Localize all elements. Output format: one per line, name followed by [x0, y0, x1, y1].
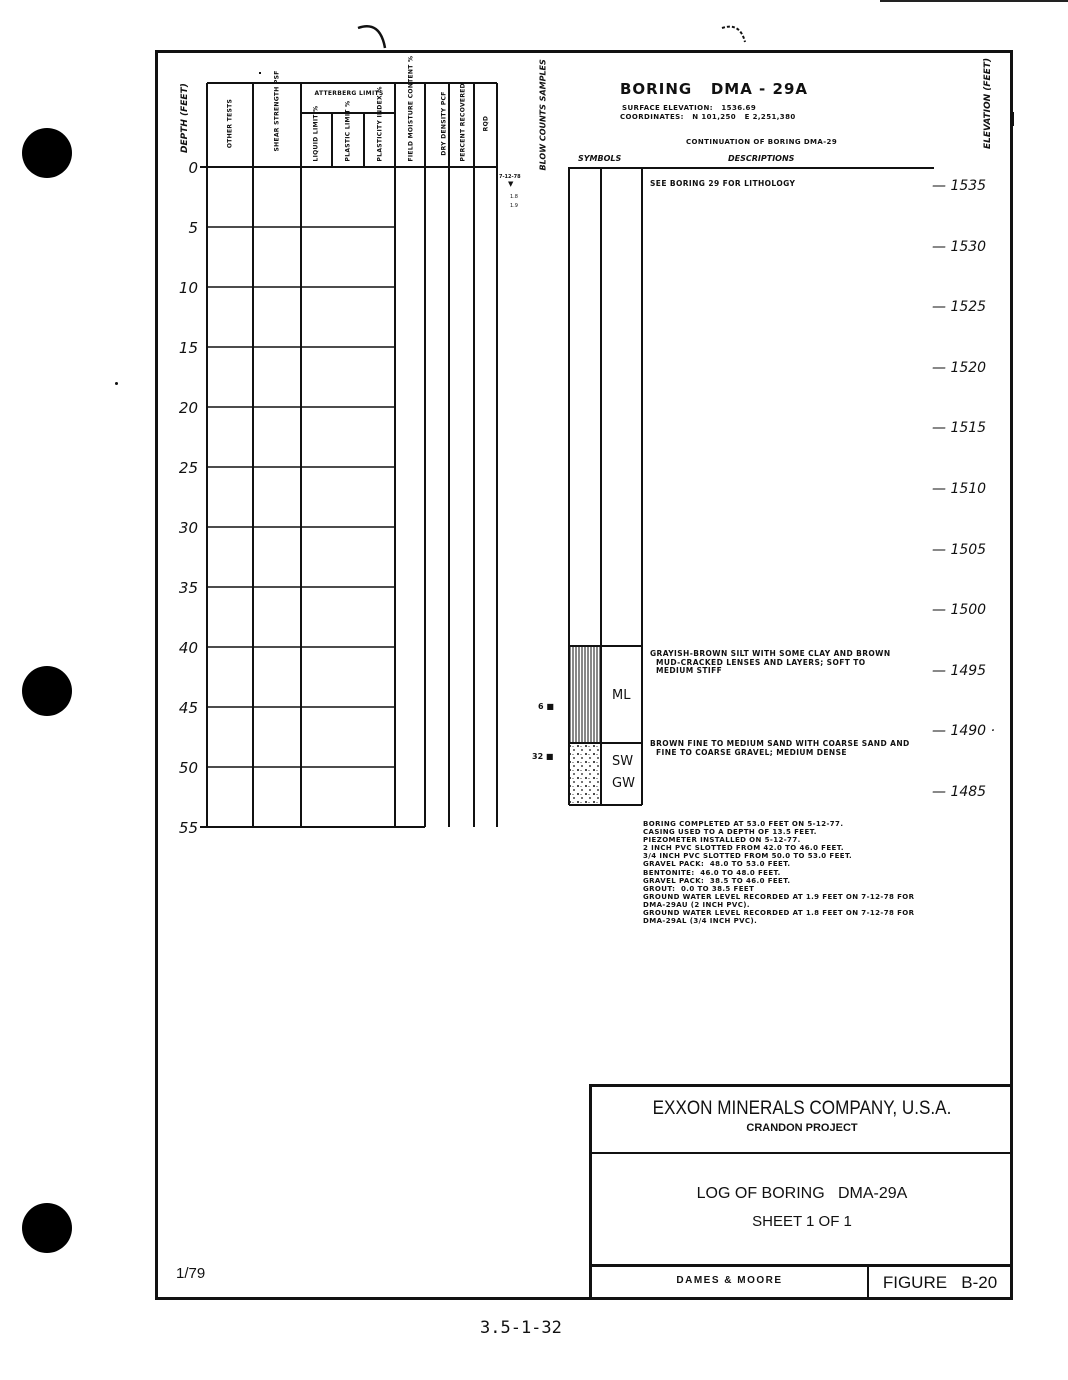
rqd-header: RQD	[482, 115, 490, 132]
title-block-divider-3	[867, 1266, 869, 1300]
depth-tick-label: 20	[178, 399, 198, 417]
water-level-marker-icon: ▼	[508, 180, 514, 188]
firm-name: DAMES & MOORE	[676, 1275, 783, 1286]
speck	[259, 72, 261, 74]
company-name: EXXON MINERALS COMPANY, U.S.A.	[652, 1098, 952, 1119]
description-lithology-ref: SEE BORING 29 FOR LITHOLOGY	[650, 179, 796, 188]
soil-symbol-gw: GW	[612, 776, 635, 791]
figure-number: FIGURE B-20	[882, 1273, 998, 1292]
binder-hole-middle	[22, 666, 72, 716]
page-number: 3.5-1-32	[480, 1318, 562, 1338]
depth-tick-label: 40	[178, 639, 198, 657]
water-level-date: 7-12-78	[499, 174, 521, 180]
soil-symbol-sw: SW	[612, 754, 634, 769]
symbols-header: SYMBOLS	[578, 154, 622, 163]
depth-tick-label: 15	[178, 339, 198, 357]
water-level-19: 1.9	[510, 203, 518, 209]
elevation-tick-label: — 1505	[932, 541, 987, 558]
elevation-tick-label: — 1495	[932, 662, 987, 679]
elevation-tick-label: — 1515	[932, 420, 987, 437]
title-block-divider-2	[589, 1264, 1013, 1267]
depth-tick-label: 5	[188, 219, 198, 237]
depth-axis-label: DEPTH (FEET)	[180, 83, 190, 153]
elevation-tick-label: — 1530	[932, 238, 987, 255]
depth-tick-label: 30	[178, 519, 198, 537]
description-silt: GRAYISH-BROWN SILT WITH SOME CLAY AND BROWN MUD-CRACKED LENSES AND LAYERS; SOFT TO MEDIUM STIFF	[650, 649, 891, 676]
shear-strength-header: SHEAR STRENGTH PSF	[273, 70, 281, 152]
depth-tick-label: 55	[178, 819, 198, 837]
lab-test-grid	[200, 55, 510, 840]
blow-count-ml: 6 ■	[538, 702, 554, 711]
top-edge-line	[880, 0, 1068, 2]
elevation-axis-label: ELEVATION (FEET)	[983, 57, 993, 149]
plastic-limit-header: PLASTIC LIMIT %	[344, 100, 352, 162]
plasticity-index-header: PLASTICITY INDEX %	[376, 86, 384, 162]
field-moisture-header: FIELD MOISTURE CONTENT %	[407, 55, 415, 162]
sheet-number: SHEET 1 OF 1	[752, 1213, 852, 1230]
dry-density-header: DRY DENSITY PCF	[440, 91, 448, 156]
percent-recovered-header: PERCENT RECOVERED	[459, 83, 467, 162]
blow-counts-header: BLOW COUNTS SAMPLES	[538, 59, 548, 171]
elevation-tick-label: — 1485	[932, 784, 987, 800]
description-sand: BROWN FINE TO MEDIUM SAND WITH COARSE SAND AND FINE TO COARSE GRAVEL; MEDIUM DENSE	[650, 739, 910, 757]
elevation-tick-label: — 1510	[932, 481, 987, 497]
depth-tick-label: 25	[178, 459, 198, 477]
other-tests-header: OTHER TESTS	[226, 98, 234, 149]
elevation-tick-label: — 1525	[932, 299, 987, 316]
depth-tick-label: 45	[178, 699, 198, 717]
depth-tick-label: 0	[188, 159, 198, 177]
speck	[115, 382, 118, 385]
punch-marks	[340, 18, 760, 58]
liquid-limit-header: LIQUID LIMIT %	[312, 105, 320, 162]
title-block-divider-1	[589, 1152, 1013, 1154]
elevation-tick-mark	[1011, 112, 1014, 126]
boring-log-column	[560, 160, 650, 820]
binder-hole-bottom	[22, 1203, 72, 1253]
elevation-tick-label: — 1520	[932, 359, 987, 376]
coordinates: COORDINATES: N 101,250 E 2,251,380	[620, 113, 796, 121]
atterberg-limits-header: ATTERBERG LIMITS	[314, 90, 384, 97]
elevation-tick-label: — 1500	[932, 602, 987, 619]
boring-notes: BORING COMPLETED AT 53.0 FEET ON 5-12-77. CASING USED TO A DEPTH OF 13.5 FEET. PIEZOMETER INSTALLED ON 5-12-77. 2 INCH PVC SLOTTED FROM 42.0 TO 46.0 FEET. 3/4 INCH PVC SLOTTED FROM 50.0 TO 53.0 FEET. GRAVEL PACK: 48.0 TO 53.0 FEET. BENTONITE: 46.0 TO 48.0 FEET. GRAVEL PACK: 38.5 TO 46.0 FEET. GROUT: 0.0 TO 38.5 FEET GROUND WATER LEVEL RECORDED AT 1.9 FEET ON 7-12-78 FOR DMA-29AU (2 INCH PVC). GROUND WATER LEVEL RECORDED AT 1.8 FEET ON 7-12-78 FOR DMA-29AL (3/4 INCH PVC).	[643, 820, 915, 926]
blow-count-sw: 32 ■	[532, 752, 554, 761]
depth-tick-label: 10	[178, 279, 198, 297]
soil-symbol-ml: ML	[612, 688, 631, 703]
descriptions-header: DESCRIPTIONS	[728, 154, 795, 163]
boring-title: BORING DMA - 29A	[620, 80, 808, 98]
date-code: 1/79	[176, 1265, 206, 1282]
elevation-tick-label: — 1490 ·	[932, 723, 995, 740]
log-title: LOG OF BORING DMA-29A	[696, 1185, 908, 1202]
surface-elevation: SURFACE ELEVATION: 1536.69	[622, 104, 757, 112]
continuation-note: CONTINUATION OF BORING DMA-29	[686, 138, 838, 146]
binder-hole-top	[22, 128, 72, 178]
elevation-tick-label: — 1535	[932, 178, 987, 194]
depth-tick-label: 35	[178, 579, 198, 597]
project-name: CRANDON PROJECT	[746, 1122, 858, 1134]
depth-tick-label: 50	[178, 759, 198, 777]
water-level-18: 1.8	[510, 194, 518, 200]
